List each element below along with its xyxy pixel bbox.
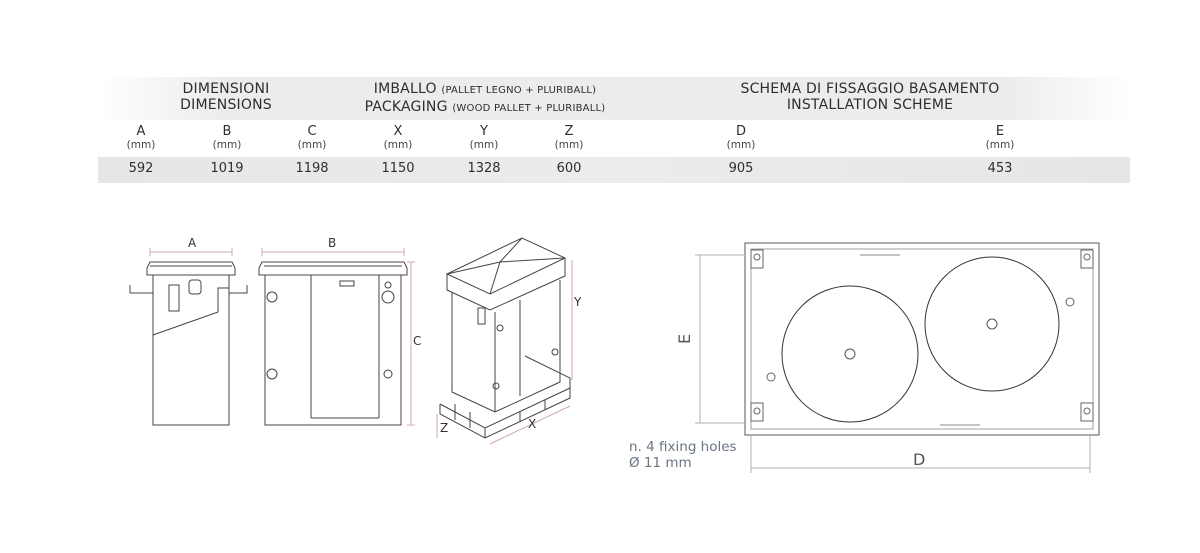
dimensions-title-en: DIMENSIONS (180, 97, 272, 113)
label-e: E (675, 333, 694, 344)
column-unit: (mm) (985, 139, 1015, 151)
fixing-note-line2: Ø 11 mm (629, 455, 692, 471)
column-unit: (mm) (554, 139, 584, 151)
column-letter: C (307, 124, 317, 139)
installation-scheme-drawing (695, 243, 1099, 473)
front-view-drawing (259, 248, 415, 425)
column-unit: (mm) (126, 139, 156, 151)
column-letter: A (136, 124, 146, 139)
column-unit: (mm) (297, 139, 327, 151)
side-view-drawing (130, 248, 247, 425)
column-letter: D (735, 124, 746, 139)
column-unit: (mm) (726, 139, 756, 151)
label-z: Z (440, 421, 449, 435)
label-x: X (528, 417, 537, 431)
column-letter: Z (564, 124, 574, 139)
packaging-title-it: IMBALLO (373, 81, 437, 97)
column-letter: Y (480, 124, 488, 139)
fixing-note-line1: n. 4 fixing holes (629, 439, 737, 455)
column-letter: B (222, 124, 232, 139)
label-a: A (188, 236, 197, 250)
column-unit: (mm) (383, 139, 413, 151)
scheme-title-it: SCHEMA DI FISSAGGIO BASAMENTO (740, 81, 1000, 97)
packaging-note-it: (PALLET LEGNO + PLURIBALL) (441, 85, 597, 96)
column-letter: X (393, 124, 403, 139)
packaging-note-en: (WOOD PALLET + PLURIBALL) (452, 103, 606, 114)
scheme-title-en: INSTALLATION SCHEME (786, 97, 954, 113)
column-unit: (mm) (469, 139, 499, 151)
label-y: Y (574, 295, 582, 309)
column-unit: (mm) (212, 139, 242, 151)
package-isometric-drawing (437, 238, 572, 444)
label-c: C (413, 334, 422, 348)
label-b: B (328, 236, 337, 250)
label-d: D (913, 450, 926, 469)
packaging-title-en: PACKAGING (364, 99, 448, 115)
column-letter: E (995, 124, 1005, 139)
dimensions-title-it: DIMENSIONI (182, 81, 270, 97)
